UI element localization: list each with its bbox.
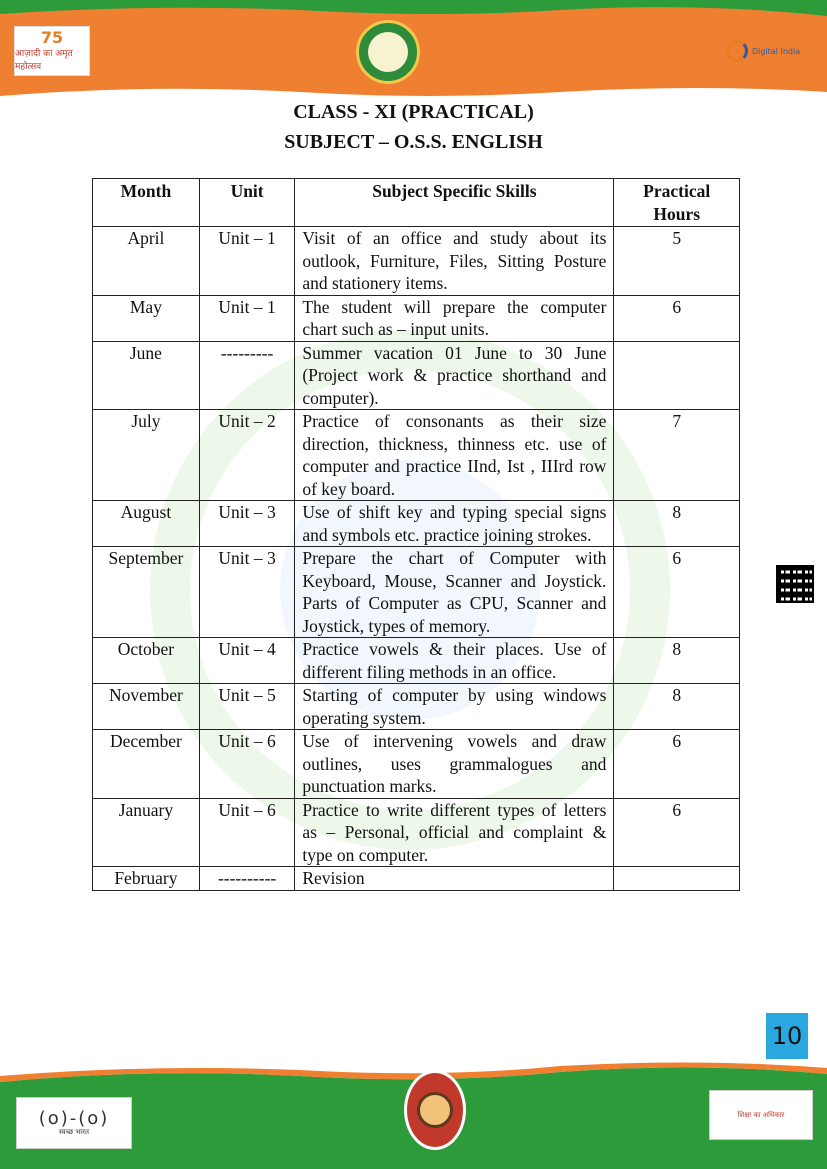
cell-month: December bbox=[93, 730, 200, 799]
table-row bbox=[93, 684, 740, 730]
beti-bachao-logo bbox=[404, 1070, 466, 1150]
cell-skills: Practice to write different types of letters as – Personal, official and complaint & type on computer. bbox=[295, 798, 614, 867]
cell-month: October bbox=[93, 638, 200, 684]
header-skills: Subject Specific Skills bbox=[295, 179, 614, 227]
cell-hours bbox=[614, 341, 740, 410]
table-row bbox=[93, 730, 740, 799]
cell-month: September bbox=[93, 547, 200, 638]
header-month: Month bbox=[93, 179, 200, 227]
cell-unit: Unit – 5 bbox=[199, 684, 295, 730]
cell-unit: Unit – 1 bbox=[199, 227, 295, 296]
cell-hours: 5 bbox=[614, 227, 740, 296]
cell-hours: 8 bbox=[614, 501, 740, 547]
table-row bbox=[93, 501, 740, 547]
practical-schedule-table bbox=[92, 178, 740, 891]
cell-hours: 6 bbox=[614, 730, 740, 799]
azadi-amrit-mahotsav-logo: 75 आज़ादी का अमृत महोत्सव bbox=[14, 26, 90, 76]
cell-month: June bbox=[93, 341, 200, 410]
cell-hours: 6 bbox=[614, 798, 740, 867]
cell-skills: Revision bbox=[295, 867, 614, 891]
cell-hours: 8 bbox=[614, 638, 740, 684]
page-title: CLASS - XI (PRACTICAL) bbox=[293, 101, 534, 123]
cell-skills: The student will prepare the computer chart such as – input units. bbox=[295, 295, 614, 341]
table-row bbox=[93, 341, 740, 410]
cell-month: April bbox=[93, 227, 200, 296]
table-row bbox=[93, 295, 740, 341]
cell-hours: 6 bbox=[614, 295, 740, 341]
table-row bbox=[93, 410, 740, 501]
cell-hours: 8 bbox=[614, 684, 740, 730]
qr-code-icon[interactable] bbox=[776, 565, 814, 603]
table-row bbox=[93, 867, 740, 891]
cell-skills: Prepare the chart of Computer with Keyboard, Mouse, Scanner and Joystick. Parts of Computer as CPU, Scanner and Joystick, types of memory. bbox=[295, 547, 614, 638]
table-row bbox=[93, 798, 740, 867]
table-row bbox=[93, 227, 740, 296]
cell-unit: Unit – 2 bbox=[199, 410, 295, 501]
cell-unit: --------- bbox=[199, 341, 295, 410]
board-emblem-logo bbox=[356, 20, 420, 84]
cell-unit: Unit – 3 bbox=[199, 501, 295, 547]
cell-unit: Unit – 4 bbox=[199, 638, 295, 684]
cell-unit: Unit – 3 bbox=[199, 547, 295, 638]
table-header-row bbox=[93, 179, 740, 227]
cell-month: May bbox=[93, 295, 200, 341]
cell-unit: Unit – 6 bbox=[199, 798, 295, 867]
page-number: 10 bbox=[766, 1013, 808, 1059]
cell-unit: Unit – 1 bbox=[199, 295, 295, 341]
shiksha-abhiyan-logo: शिक्षा का अधिकार bbox=[709, 1090, 813, 1140]
cell-hours: 6 bbox=[614, 547, 740, 638]
digital-india-logo: Digital India bbox=[726, 32, 816, 70]
cell-skills: Starting of computer by using windows operating system. bbox=[295, 684, 614, 730]
cell-month: January bbox=[93, 798, 200, 867]
cell-unit: ---------- bbox=[199, 867, 295, 891]
cell-month: July bbox=[93, 410, 200, 501]
cell-month: November bbox=[93, 684, 200, 730]
table-row bbox=[93, 638, 740, 684]
cell-skills: Use of shift key and typing special signs and symbols etc. practice joining strokes. bbox=[295, 501, 614, 547]
cell-skills: Use of intervening vowels and draw outlines, uses grammalogues and punctuation marks. bbox=[295, 730, 614, 799]
cell-hours: 7 bbox=[614, 410, 740, 501]
page-subtitle: SUBJECT – O.S.S. ENGLISH bbox=[284, 131, 543, 153]
cell-skills: Summer vacation 01 June to 30 June (Project work & practice shorthand and computer). bbox=[295, 341, 614, 410]
cell-skills: Practice vowels & their places. Use of different filing methods in an office. bbox=[295, 638, 614, 684]
header-unit: Unit bbox=[199, 179, 295, 227]
cell-skills: Practice of consonants as their size direction, thickness, thinness etc. use of computer and practice IInd, Ist , IIIrd row of key board. bbox=[295, 410, 614, 501]
cell-hours bbox=[614, 867, 740, 891]
cell-skills: Visit of an office and study about its outlook, Furniture, Files, Sitting Posture and stationery items. bbox=[295, 227, 614, 296]
table-row bbox=[93, 547, 740, 638]
header-hours: Practical Hours bbox=[614, 179, 740, 227]
swachh-bharat-logo: (o)-(o) स्वच्छ भारत bbox=[16, 1097, 132, 1149]
cell-month: February bbox=[93, 867, 200, 891]
cell-month: August bbox=[93, 501, 200, 547]
cell-unit: Unit – 6 bbox=[199, 730, 295, 799]
